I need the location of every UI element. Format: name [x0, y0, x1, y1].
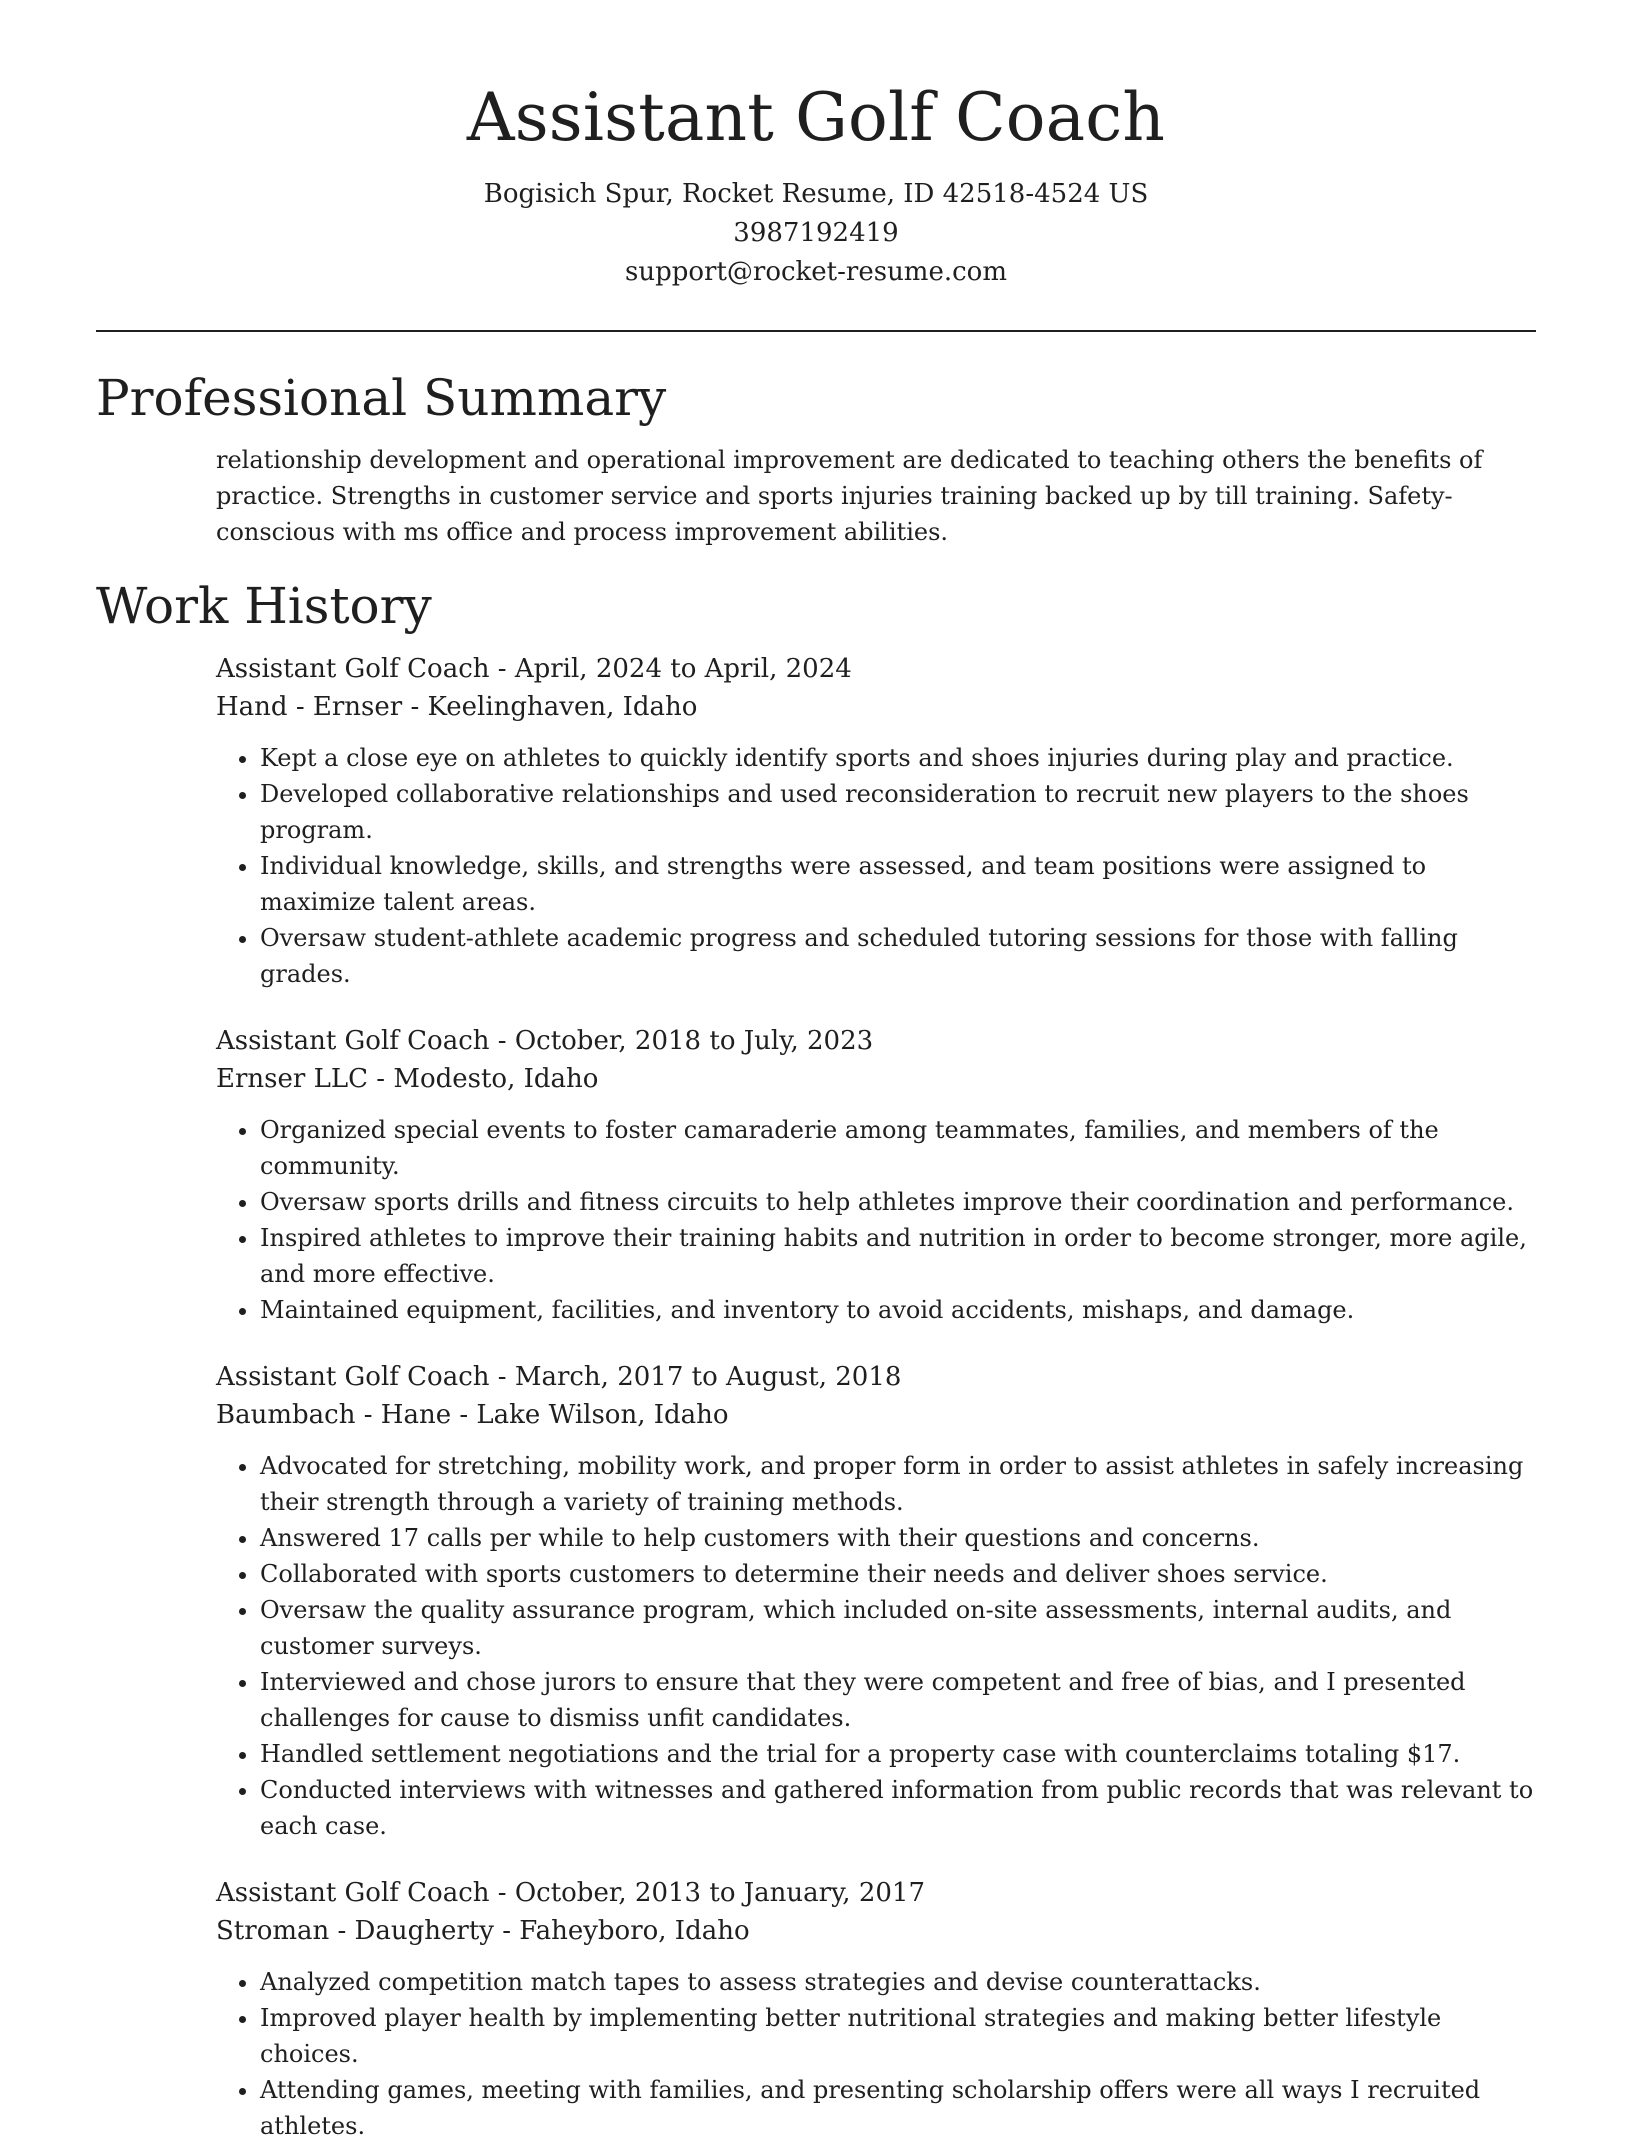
contact-phone: 3987192419 [733, 218, 899, 249]
work-history-section [96, 576, 1536, 2144]
job-company-line: Ernser LLC - Modesto, Idaho [216, 1064, 599, 1095]
job-bullet: • Analyzed competition match tapes to assess strategies and devise counterattacks. [260, 1964, 1536, 2000]
professional-summary-body [96, 442, 1536, 550]
job-bullet: • Kept a close eye on athletes to quickly identify sports and shoes injuries during play and practice. [260, 740, 1536, 776]
resume-header [96, 78, 1536, 292]
job-title-line: Assistant Golf Coach - October, 2018 to July, 2023 [216, 1026, 874, 1057]
job-bullet: • Collaborated with sports customers to determine their needs and deliver shoes service. [260, 1556, 1536, 1592]
job-bullet: • Interviewed and chose jurors to ensure that they were competent and free of bias, and I presented challenges for cause to dismiss unfit candidates. [260, 1664, 1536, 1736]
job-company-line: Hand - Ernser - Keelinghaven, Idaho [216, 692, 698, 723]
job-bullet: • Maintained equipment, facilities, and inventory to avoid accidents, mishaps, and damage. [260, 1292, 1536, 1328]
job-bullet: • Oversaw the quality assurance program, which included on-site assessments, internal audits, and customer surveys. [260, 1592, 1536, 1664]
job-bullet-list [216, 1448, 1536, 1844]
contact-email: support@rocket-resume.com [624, 257, 1007, 288]
job-bullet: • Advocated for stretching, mobility work, and proper form in order to assist athletes in safely increasing their strength through a variety of training methods. [260, 1448, 1536, 1520]
job-bullet: • Improved player health by implementing better nutritional strategies and making better lifestyle choices. [260, 2000, 1536, 2072]
job-entry [216, 1874, 1536, 2144]
job-bullet: • Developed collaborative relationships and used reconsideration to recruit new players to the shoes program. [260, 776, 1536, 848]
candidate-name: Assistant Golf Coach [466, 79, 1166, 156]
job-bullet: • Handled settlement negotiations and the trial for a property case with counterclaims totaling $17. [260, 1736, 1536, 1772]
job-bullet: • Oversaw sports drills and fitness circuits to help athletes improve their coordination and performance. [260, 1184, 1536, 1220]
job-bullet-list [216, 740, 1536, 992]
job-entry [216, 1358, 1536, 1844]
contact-address: Bogisich Spur, Rocket Resume, ID 42518-4524 US [483, 179, 1149, 210]
work-history-body [96, 650, 1536, 2144]
job-bullet: • Conducted interviews with witnesses and gathered information from public records that was relevant to each case. [260, 1772, 1536, 1844]
professional-summary-section [96, 368, 1536, 550]
job-bullet: • Attending games, meeting with families, and presenting scholarship offers were all ways I recruited athletes. [260, 2072, 1536, 2144]
job-entry [216, 1022, 1536, 1328]
work-history-heading: Work History [96, 577, 432, 636]
job-company-line: Baumbach - Hane - Lake Wilson, Idaho [216, 1400, 729, 1431]
job-bullet: • Oversaw student-athlete academic progress and scheduled tutoring sessions for those with falling grades. [260, 920, 1536, 992]
job-title-line: Assistant Golf Coach - April, 2024 to April, 2024 [216, 654, 852, 685]
job-bullet: • Organized special events to foster camaraderie among teammates, families, and members of the community. [260, 1112, 1536, 1184]
job-title-line: Assistant Golf Coach - March, 2017 to August, 2018 [216, 1362, 902, 1393]
job-bullet: • Inspired athletes to improve their training habits and nutrition in order to become stronger, more agile, and more effective. [260, 1220, 1536, 1292]
job-bullet-list [216, 1964, 1536, 2144]
job-bullet: • Answered 17 calls per while to help customers with their questions and concerns. [260, 1520, 1536, 1556]
job-bullet-list [216, 1112, 1536, 1328]
job-title-line: Assistant Golf Coach - October, 2013 to January, 2017 [216, 1878, 926, 1909]
header-divider [96, 330, 1536, 332]
professional-summary-heading: Professional Summary [96, 369, 667, 428]
job-entry [216, 650, 1536, 992]
professional-summary-text: relationship development and operational improvement are dedicated to teaching others the benefits of practice. Strengths in customer service and sports injuries training backed up by till training. Safety-conscious with ms office and process improvement abilities. [216, 446, 1483, 547]
job-bullet: • Individual knowledge, skills, and strengths were assessed, and team positions were assigned to maximize talent areas. [260, 848, 1536, 920]
job-company-line: Stroman - Daugherty - Faheyboro, Idaho [216, 1916, 750, 1947]
